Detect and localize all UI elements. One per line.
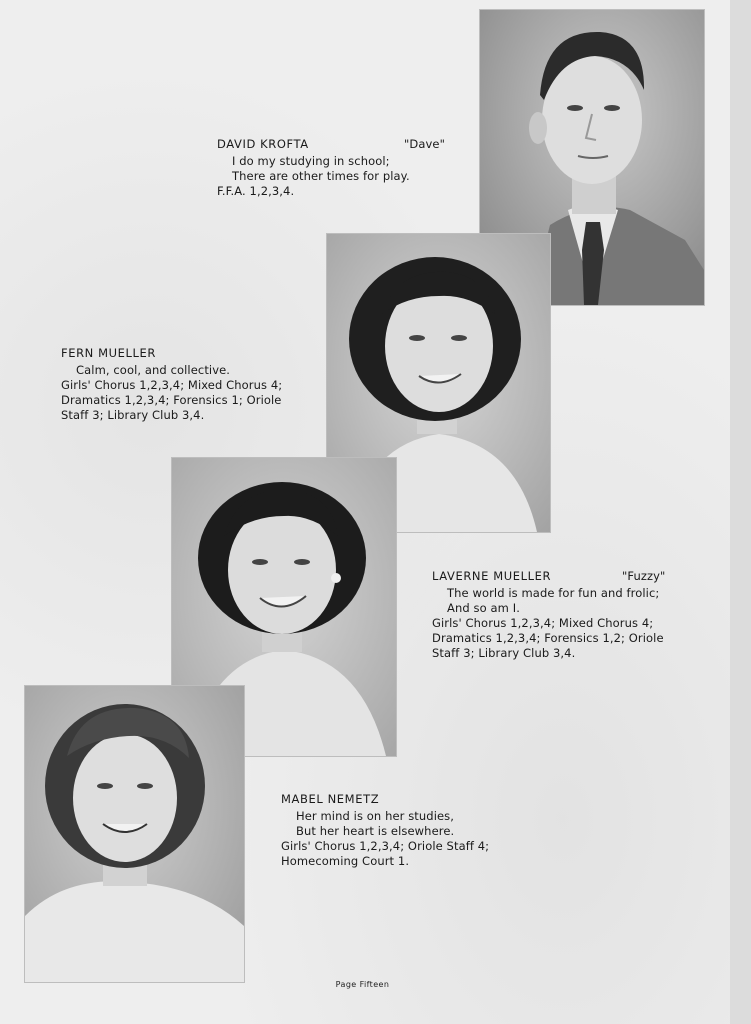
- quote-line: Calm, cool, and collective.: [76, 363, 231, 377]
- student-nickname: "Fuzzy": [622, 569, 666, 583]
- page-edge: [730, 0, 751, 1024]
- student-nickname: "Dave": [404, 137, 445, 151]
- activities-line: Girls' Chorus 1,2,3,4; Mixed Chorus 4;: [432, 616, 654, 630]
- student-name: FERN MUELLER: [61, 346, 157, 360]
- bio-mabel-nemetz: [281, 792, 531, 869]
- quote-line: Her mind is on her studies,: [296, 809, 455, 823]
- bio-laverne-mueller: [432, 569, 672, 661]
- bio-header: [432, 569, 672, 586]
- portrait-mabel-nemetz: [25, 686, 244, 982]
- activities-line: F.F.A. 1,2,3,4.: [217, 184, 295, 198]
- activities-line: Dramatics 1,2,3,4; Forensics 1; Oriole: [61, 393, 282, 407]
- activities-line: Dramatics 1,2,3,4; Forensics 1,2; Oriole: [432, 631, 664, 645]
- student-name: LAVERNE MUELLER: [432, 569, 552, 583]
- activities-line: Staff 3; Library Club 3,4.: [61, 408, 205, 422]
- quote-line: The world is made for fun and frolic;: [447, 586, 660, 600]
- activities-line: Staff 3; Library Club 3,4.: [432, 646, 576, 660]
- student-name: MABEL NEMETZ: [281, 792, 380, 806]
- student-name: DAVID KROFTA: [217, 137, 309, 151]
- bio-header: [217, 137, 467, 154]
- quote-line: I do my studying in school;: [232, 154, 390, 168]
- bio-header: [61, 346, 311, 363]
- quote-line: There are other times for play.: [232, 169, 410, 183]
- bio-david-krofta: [217, 137, 467, 199]
- activities-line: Homecoming Court 1.: [281, 854, 410, 868]
- bio-header: [281, 792, 531, 809]
- portrait-image: [25, 686, 244, 982]
- quote-line: But her heart is elsewhere.: [296, 824, 455, 838]
- bio-fern-mueller: [61, 346, 311, 423]
- activities-line: Girls' Chorus 1,2,3,4; Mixed Chorus 4;: [61, 378, 283, 392]
- quote-line: And so am I.: [447, 601, 520, 615]
- page-number: Page Fifteen: [335, 980, 390, 989]
- activities-line: Girls' Chorus 1,2,3,4; Oriole Staff 4;: [281, 839, 490, 853]
